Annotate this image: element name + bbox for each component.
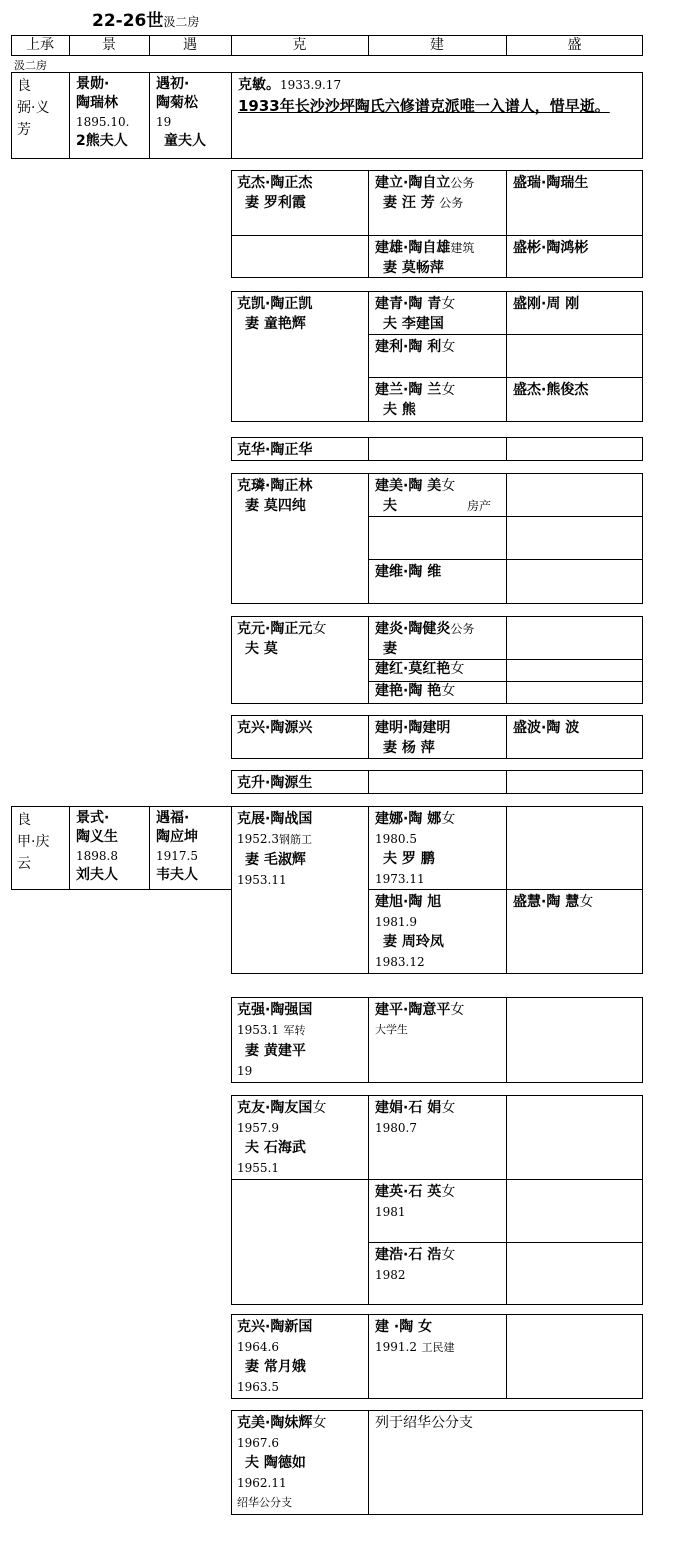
kexing2-jian1: 建 ·陶 女 1991.2 工民建 bbox=[375, 1319, 455, 1354]
g2-shangcheng: 良 甲·庆 云 bbox=[17, 812, 50, 872]
kexing-sheng1: 盛波·陶 波 bbox=[513, 720, 580, 736]
keqiang-jian1: 建平·陶意平女 大学生 bbox=[375, 1002, 465, 1036]
kejie-sheng1: 盛瑞·陶瑞生 bbox=[513, 175, 589, 191]
col-header-ke: 克 bbox=[292, 37, 307, 53]
kexing-jian1: 建明·陶建明 妻 杨 萍 bbox=[375, 720, 451, 756]
g2-yu: 遇福· 陶应坤 1917.5 韦夫人 bbox=[156, 810, 198, 883]
branch-label: 汲二房 bbox=[14, 59, 47, 72]
col-header-shangcheng: 上承 bbox=[26, 37, 54, 53]
kekai-jian3: 建兰·陶 兰女 夫 熊 bbox=[375, 382, 456, 418]
g2-jing: 景式· 陶义生 1898.8 刘夫人 bbox=[76, 810, 118, 883]
keyuan-cell: 克元·陶正元女 夫 莫 bbox=[237, 621, 327, 657]
kelin-jian3: 建维·陶 维 bbox=[375, 564, 442, 580]
kehua-cell: 克华·陶正华 bbox=[237, 442, 313, 458]
g1-shangcheng: 良 弼·义 芳 bbox=[17, 78, 50, 138]
kezhan-jian1: 建娜·陶 娜女 1980.5 夫 罗 鹏 1973.11 bbox=[375, 811, 456, 886]
g1-kemin-note: 1933年长沙沙坪陶氏六修谱克派唯一入谱人，惜早逝。 bbox=[238, 97, 610, 115]
kexing2-cell: 克兴·陶新国 1964.6 妻 常月娥 1963.5 bbox=[237, 1319, 313, 1394]
col-header-jian: 建 bbox=[430, 37, 444, 53]
kezhan-jian2: 建旭·陶 旭 1981.9 妻 周玲凤 1983.12 bbox=[375, 894, 444, 969]
title-main: 22-26世 bbox=[92, 11, 164, 31]
keyou-jian3: 建浩·石 浩女 1982 bbox=[375, 1247, 456, 1282]
keyuan-jian1: 建炎·陶健炎公务 妻 bbox=[375, 621, 475, 657]
g1-jing: 景勋· 陶瑞林 1895.10. 2熊夫人 bbox=[76, 76, 130, 149]
g1-kemin: 克敏。1933.9.17 1933年长沙沙坪陶氏六修谱克派唯一入谱人，惜早逝。 bbox=[233, 73, 641, 119]
g1-yu: 遇初· 陶菊松 19 童夫人 bbox=[156, 76, 206, 149]
kekai-jian2: 建利·陶 利女 bbox=[375, 339, 456, 355]
keyou-jian1: 建娟·石 娟女 1980.7 bbox=[375, 1100, 456, 1135]
kesheng-cell: 克升·陶源生 bbox=[237, 775, 313, 791]
kejie-sheng2: 盛彬·陶鸿彬 bbox=[513, 240, 589, 256]
kemei-jian1: 列于绍华公分支 bbox=[375, 1415, 473, 1431]
keyou-jian2: 建英·石 英女 1981 bbox=[375, 1184, 456, 1219]
kejie-jian1: 建立·陶自立公务 妻 汪 芳 公务 bbox=[375, 175, 475, 211]
kezhan-sheng2: 盛慧·陶 慧女 bbox=[513, 894, 594, 910]
kejie-cell: 克杰·陶正杰 妻 罗利霞 bbox=[237, 175, 313, 211]
kekai-sheng1: 盛刚·周 刚 bbox=[513, 296, 580, 312]
col-header-jing: 景 bbox=[102, 37, 116, 53]
keyou-cell: 克友·陶友国女 1957.9 夫 石海武 1955.1 bbox=[237, 1100, 327, 1175]
kejie-jian2: 建雄·陶自雄建筑 妻 莫畅萍 bbox=[375, 240, 475, 276]
kekai-cell: 克凯·陶正凯 妻 童艳辉 bbox=[237, 296, 313, 332]
kexing-cell: 克兴·陶源兴 bbox=[237, 720, 313, 736]
kemei-cell: 克美·陶妹辉女 1967.6 夫 陶德如 1962.11 绍华公分支 bbox=[237, 1415, 327, 1509]
page-title bbox=[92, 6, 199, 31]
kekai-sheng3: 盛杰·熊俊杰 bbox=[513, 382, 589, 398]
keqiang-cell: 克强·陶强国 1953.1 军转 妻 黄建平 19 bbox=[237, 1002, 313, 1078]
kezhan-cell: 克展·陶战国 1952.3钢筋工 妻 毛淑辉 1953.11 bbox=[237, 811, 313, 887]
keyuan-jian2: 建红·莫红艳女 bbox=[375, 661, 465, 677]
col-header-sheng: 盛 bbox=[567, 37, 582, 53]
kelin-cell: 克璘·陶正林 妻 莫四纯 bbox=[237, 478, 313, 514]
kekai-jian1: 建青·陶 青女 夫 李建国 bbox=[375, 296, 456, 332]
col-header-yu: 遇 bbox=[183, 37, 197, 53]
kelin-jian1: 建美·陶 美女 夫 房产 bbox=[375, 478, 492, 514]
keyuan-jian3: 建艳·陶 艳女 bbox=[375, 683, 456, 699]
title-subtitle: 汲二房 bbox=[163, 15, 200, 29]
